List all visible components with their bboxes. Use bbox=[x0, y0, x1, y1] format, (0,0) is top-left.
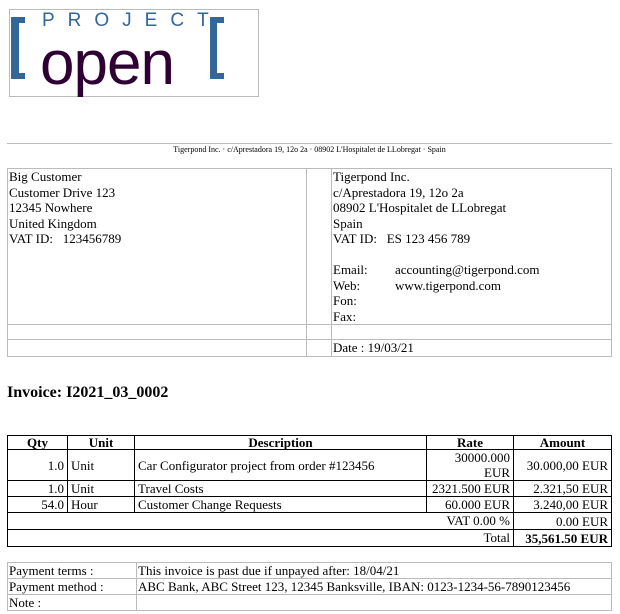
company-fax: Fax: bbox=[333, 308, 357, 324]
payment-table bbox=[7, 562, 612, 611]
logo-bracket bbox=[11, 73, 25, 79]
logo-text-open: open bbox=[40, 29, 174, 98]
table-row: 1.0 Unit Travel Costs 2321.500 EUR 2.321,50 EUR bbox=[8, 481, 612, 497]
company-email: Email: accounting@tigerpond.com bbox=[333, 262, 540, 277]
customer-street: Customer Drive 123 bbox=[9, 184, 116, 200]
company-name: Tigerpond Inc. bbox=[333, 169, 410, 184]
vat-row: VAT 0.00 % 0.00 EUR bbox=[8, 513, 612, 530]
company-address bbox=[332, 169, 612, 325]
payment-note-row: Note : bbox=[8, 595, 612, 611]
company-fon: Fon: bbox=[333, 293, 357, 308]
company-city: 08902 L'Hospitalet de LLobregat bbox=[333, 200, 507, 215]
customer-country: United Kingdom bbox=[9, 215, 97, 231]
logo-bracket bbox=[210, 73, 224, 79]
company-vat: VAT ID: ES 123 456 789 bbox=[333, 231, 471, 246]
invoice-title: Invoice: I2021_03_0002 bbox=[7, 384, 169, 401]
payment-method-row: Payment method : ABC Bank, ABC Street 123, 12345 Banksville, IBAN: 0123-1234-56-7890123456 bbox=[8, 579, 612, 595]
company-web: Web: www.tigerpond.com bbox=[333, 277, 502, 293]
address-table bbox=[7, 168, 612, 357]
spacer-cell bbox=[307, 169, 332, 325]
logo-bracket bbox=[11, 17, 25, 23]
customer-city: 12345 Nowhere bbox=[9, 200, 93, 215]
company-country: Spain bbox=[333, 215, 363, 231]
logo-bracket bbox=[11, 17, 19, 79]
logo-text-project: PROJECT bbox=[42, 10, 222, 31]
company-header-line: Tigerpond Inc. · c/Aprestadora 19, 12o 2a · 08902 L'Hospitalet de LLobregat · Spain bbox=[7, 143, 612, 154]
customer-name: Big Customer bbox=[9, 169, 82, 184]
table-row: 54.0 Hour Customer Change Requests 60.000 EUR 3.240,00 EUR bbox=[8, 497, 612, 513]
total-row: Total 35,561.50 EUR bbox=[8, 530, 612, 547]
table-row: 1.0 Unit Car Configurator project from order #123456 30000.000 EUR 30.000,00 EUR bbox=[8, 450, 612, 481]
payment-terms-row: Payment terms : This invoice is past due if unpayed after: 18/04/21 bbox=[8, 563, 612, 579]
company-logo bbox=[9, 9, 259, 97]
items-table bbox=[7, 435, 612, 547]
customer-address bbox=[8, 169, 307, 325]
invoice-date: Date : 19/03/21 bbox=[332, 340, 612, 357]
company-street: c/Aprestadora 19, 12o 2a bbox=[333, 184, 464, 200]
table-header: Qty Unit Description Rate Amount bbox=[8, 436, 612, 450]
customer-vat: VAT ID: 123456789 bbox=[9, 231, 122, 246]
